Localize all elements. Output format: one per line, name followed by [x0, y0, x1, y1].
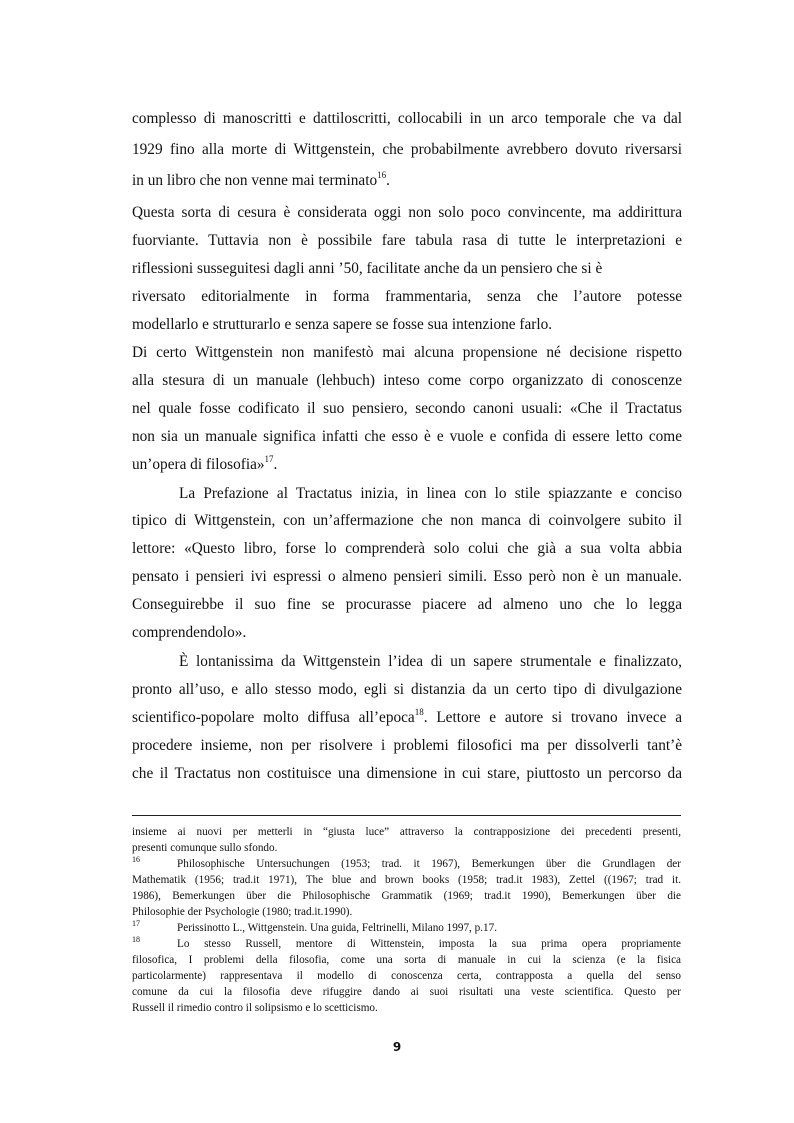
body-line: [132, 168, 682, 194]
footnote-line: [132, 952, 681, 968]
footnote-text: comune da cui la filosofia deve rifuggire dando ai suoi risultati una veste scientifica. Questo per: [132, 986, 681, 998]
body-line: [132, 705, 682, 731]
body-line-text: lettore: «Questo libro, forse lo comprenderà solo colui che già a sua volta abbia: [132, 540, 682, 557]
body-line: [132, 312, 682, 338]
body-line-text: comprendendolo».: [132, 624, 247, 641]
footnote-text: Mathematik (1956; trad.it 1971), The blue and brown books (1958; trad.it 1983), Zettel ((1967; trad it.: [132, 874, 681, 886]
body-line-text: in un libro che non venne mai terminato: [132, 172, 378, 189]
body-line: [132, 452, 682, 478]
body-line: [132, 284, 682, 310]
footnote-text: 1986), Bemerkungen über die Philosophische Grammatik (1969; trad.it 1990), Bemerkungen über die: [132, 890, 681, 902]
body-line-text: non sia un manuale significa infatti che esso è e vuole e confida di essere letto come: [132, 428, 682, 445]
footnote-line: 17 Perissinotto L., Wittgenstein. Una guida, Feltrinelli, Milano 1997, p.17.: [132, 919, 498, 934]
footnote-text: Lo stesso Russell, mentore di Wittenstein, imposta la sua prima opera propriamente: [177, 938, 681, 950]
body-line-text: pensato i pensieri ivi espressi o almeno pensieri simili. Esso però non è un manuale.: [132, 568, 682, 585]
body-line-text: riversato editorialmente in forma frammentaria, senza che l’autore potesse: [132, 288, 682, 305]
footnote-line: [132, 888, 681, 904]
body-line: [132, 106, 682, 132]
body-line-text: riflessioni susseguitesi dagli anni ’50, facilitate anche da un pensiero che si è: [132, 260, 603, 277]
body-line: [132, 536, 682, 562]
body-line-text: Conseguirebbe il suo fine se procurasse piacere ad almeno uno che lo legga: [132, 596, 682, 613]
footnote-line: [132, 840, 681, 856]
body-line: [132, 340, 682, 366]
footnote-text: presenti comunque sullo sfondo.: [132, 842, 278, 854]
body-line-text: tipico di Wittgenstein, con un’affermazione che non manca di coinvolgere subito il: [132, 512, 682, 529]
body-line: [132, 256, 682, 282]
body-line: [132, 592, 682, 618]
footnote-line: [132, 984, 681, 1000]
footnote-text: Philosophie der Psychologie (1980; trad.it.1990).: [132, 906, 353, 918]
body-line: [132, 368, 682, 394]
body-line: [132, 649, 682, 675]
body-line-text: Di certo Wittgenstein non manifestò mai alcuna propensione né decisione rispetto: [132, 344, 682, 361]
footnote-ref: 17: [264, 454, 274, 464]
footnote-text: particolarmente) rappresentava il modello di conoscenza certa, contrapposta a quella del senso: [132, 970, 681, 982]
body-line: [132, 424, 682, 450]
body-line-text: Questa sorta di cesura è considerata oggi non solo poco convincente, ma addirittura: [132, 204, 682, 221]
footnote-separator: [132, 815, 681, 816]
body-line: [132, 481, 682, 507]
body-line-text-after: .: [386, 172, 390, 189]
body-line: [132, 733, 682, 759]
page-number: 9: [392, 1040, 402, 1054]
body-line-text: fuorviante. Tuttavia non è possibile fare tabula rasa di tutte le interpretazioni e: [132, 232, 682, 249]
footnote-line: [132, 968, 681, 984]
body-line-text: nel quale fosse codificato il suo pensiero, secondo canoni usuali: «Che il Tractatus: [132, 400, 682, 417]
body-line-text: procedere insieme, non per risolvere i problemi filosofici ma per dissolverli tant’è: [132, 737, 682, 754]
footnote-line: [132, 904, 681, 920]
body-line: [132, 564, 682, 590]
body-line-text: La Prefazione al Tractatus inizia, in linea con lo stile spiazzante e conciso: [179, 485, 682, 502]
body-line-text: 1929 fino alla morte di Wittgenstein, che probabilmente avrebbero dovuto riversarsi: [132, 141, 682, 158]
footnote-text: Perissinotto L., Wittgenstein. Una guida, Feltrinelli, Milano 1997, p.17.: [177, 922, 498, 934]
footnote-ref: 16: [377, 170, 387, 180]
body-line: [132, 396, 682, 422]
body-line: [132, 761, 682, 787]
body-line-text: complesso di manoscritti e dattiloscritti, collocabili in un arco temporale che va dal: [132, 110, 682, 127]
body-line: [132, 137, 682, 163]
footnote-text: filosofica, I problemi della filosofia, come una sorta di manuale in cui la scienza (e la fisica: [132, 954, 681, 966]
footnote-text: Russell il rimedio contro il solipsismo e lo scetticismo.: [132, 1002, 378, 1014]
body-line-text: che il Tractatus non costituisce una dimensione in cui stare, piuttosto un percorso da: [132, 765, 682, 782]
footnote-ref: 18: [414, 707, 424, 717]
body-line-text-after: .: [273, 456, 278, 473]
footnote-line: 16 Philosophische Untersuchungen (1953; trad. it 1967), Bemerkungen über die Grundlagen der: [132, 855, 681, 870]
body-line-text-after: . Lettore e autore si trovano invece a: [423, 709, 682, 726]
footnote-text: Philosophische Untersuchungen (1953; trad. it 1967), Bemerkungen über die Grundlagen der: [177, 858, 681, 870]
footnote-line: [132, 1000, 681, 1016]
body-line: [132, 677, 682, 703]
body-line-text: modellarlo e strutturarlo e senza sapere se fosse sua intenzione farlo.: [132, 316, 553, 333]
body-line-text: È lontanissima da Wittgenstein l’idea di un sapere strumentale e finalizzato,: [179, 653, 682, 670]
body-line-text: scientifico-popolare molto diffusa all’epoca: [132, 709, 415, 726]
body-line: [132, 228, 682, 254]
body-line-text: pronto all’uso, e allo stesso modo, egli si distanzia da un certo tipo di divulgazione: [132, 681, 682, 698]
body-line: [132, 508, 682, 534]
body-line: [132, 200, 682, 226]
body-line: [132, 620, 682, 646]
body-line-text: un’opera di filosofia»: [132, 456, 265, 473]
footnote-line: [132, 872, 681, 888]
footnote-text: insieme ai nuovi per metterli in “giusta luce” attraverso la contrapposizione dei precedenti presenti,: [132, 826, 681, 838]
footnote-line: [132, 824, 681, 840]
body-line-text: alla stesura di un manuale (lehbuch) inteso come corpo organizzato di conoscenze: [132, 372, 682, 389]
footnote-line: 18 Lo stesso Russell, mentore di Wittenstein, imposta la sua prima opera propriamente: [132, 935, 681, 950]
